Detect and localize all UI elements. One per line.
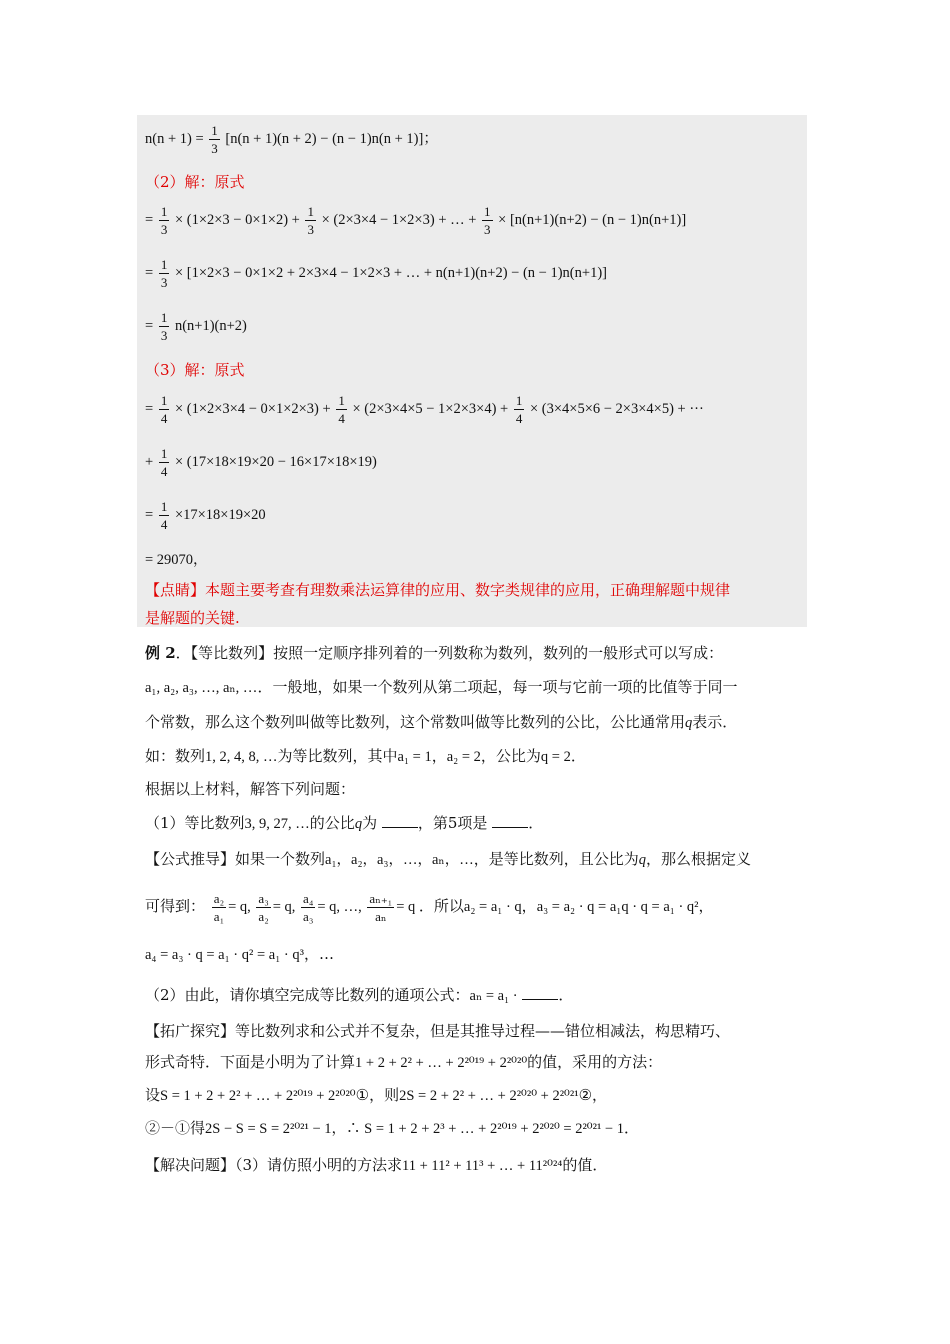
extension-line-4: ②－①得2S − S = S = 2²⁰²¹ − 1，∴ S = 1 + 2 + 2³ + … + 2²⁰¹⁹ + 2²⁰²⁰ = 2²⁰²¹ − 1． — [145, 1119, 640, 1137]
example2-answer-intro: 根据以上材料，解答下列问题： — [145, 780, 356, 798]
derivation-line-3: a₄ = a₃ · q = a₁ · q² = a₁ · q³，… — [145, 945, 334, 963]
part2-line-2: = $\frac{1}{3}$ × [1×2×3 − 0×1×2 + 2×3×4 − 1×2×3 + … + n(n+1)(n+2) − (n − 1)n(n+1)] — [145, 257, 607, 290]
part3-line-3: = $\frac{1}{4}$ ×17×18×19×20 — [145, 499, 266, 532]
example2-intro: 例 2．【等比数列】按照一定顺序排列着的一列数称为数列，数列的一般形式可以写成： — [145, 644, 724, 662]
line1-rhs: [n(n + 1)(n + 2) − (n − 1)n(n + 1)]； — [225, 130, 438, 147]
example2-sample: 如：数列1, 2, 4, 8, …为等比数列，其中a₁ = 1，a₂ = 2，公比为q = 2． — [145, 747, 586, 765]
extension-line-3: 设S = 1 + 2 + 2² + … + 2²⁰¹⁹ + 2²⁰²⁰①，则2S = 2 + 2² + … + 2²⁰²⁰ + 2²⁰²¹②， — [145, 1086, 608, 1104]
part3-line-1: = $\frac{1}{4}$ × (1×2×3×4 − 0×1×2×3) + $\frac{1}{4}$ × (2×3×4×5 − 1×2×3×4) + $\frac{1}{4}$ × (3×4×5×6 − 2×3×4×5) + ··· — [145, 393, 704, 426]
example-label: 例 2 — [145, 644, 176, 662]
part3-heading: （3）解：原式 — [145, 361, 245, 379]
part3-line-2: + $\frac{1}{4}$ × (17×18×19×20 − 16×17×18×19) — [145, 446, 377, 479]
derivation-line-1: 【公式推导】如果一个数列a₁，a₂，a₃，…，aₙ，…，是等比数列，且公比为q，那么根据定义 — [145, 850, 751, 868]
part2-line-1: = $\frac{1}{3}$ × (1×2×3 − 0×1×2) + $\frac{1}{3}$ × (2×3×4 − 1×2×3) + … + $\frac{1}{3}$ × [n(n+1)(n+2) − (n − 1)n(n+1)] — [145, 204, 687, 237]
line1-lhs: n(n + 1) = — [145, 130, 204, 147]
answer-blank-general-term[interactable] — [522, 985, 558, 1000]
example2-definition-2: 个常数，那么这个数列叫做等比数列，这个常数叫做等比数列的公比，公比通常用q表示． — [145, 713, 738, 731]
question-3: 【解决问题】（3）请仿照小明的方法求11 + 11² + 11³ + … + 11²⁰²⁴的值． — [145, 1156, 608, 1174]
comment-line-1: 【点睛】本题主要考查有理数乘法运算律的应用、数字类规律的应用，正确理解题中规律 — [145, 581, 731, 599]
fraction-one-third: $\frac{1}{3}$ — [211, 123, 218, 156]
derivation-line-2: 可得到： $\frac{\text{a₂}}{\text{a₁}}$ = q, $\frac{\text{a₃}}{\text{a₂}}$ = q, $\frac{\text{a₄}}{\text{a₃}}$ = q, …, $\frac{\text{aₙ₊₁}}{\text{aₙ}}$ = q ．所以a₂ = a₁ · q，a₃ = a₂ · q = a₁q · q = a₁ · q²， — [145, 891, 714, 924]
answer-blank-ratio[interactable] — [382, 813, 418, 828]
part2-heading: （2）解：原式 — [145, 173, 245, 191]
answer-blank-fifth-term[interactable] — [492, 813, 528, 828]
question-2: （2）由此，请你填空完成等比数列的通项公式：aₙ = a₁ · ． — [145, 986, 574, 1004]
extension-line-2: 形式奇特．下面是小明为了计算1 + 2 + 2² + … + 2²⁰¹⁹ + 2²⁰²⁰的值，采用的方法： — [145, 1053, 663, 1071]
comment-line-2: 是解题的关键. — [145, 609, 240, 627]
question-1: （1）等比数列3, 9, 27, …的公比q为 ，第5项是 ． — [145, 814, 544, 832]
extension-line-1: 【拓广探究】等比数列求和公式并不复杂，但是其推导过程——错位相减法，构思精巧、 — [145, 1022, 731, 1040]
example2-definition-1: a₁, a₂, a₃, …, aₙ, …．一般地，如果一个数列从第二项起，每一项与它前一项的比值等于同一 — [145, 678, 738, 696]
part2-line-3: = $\frac{1}{3}$ n(n+1)(n+2) — [145, 310, 247, 343]
part3-result: = 29070， — [145, 552, 208, 568]
solution-line-1 — [145, 124, 438, 155]
